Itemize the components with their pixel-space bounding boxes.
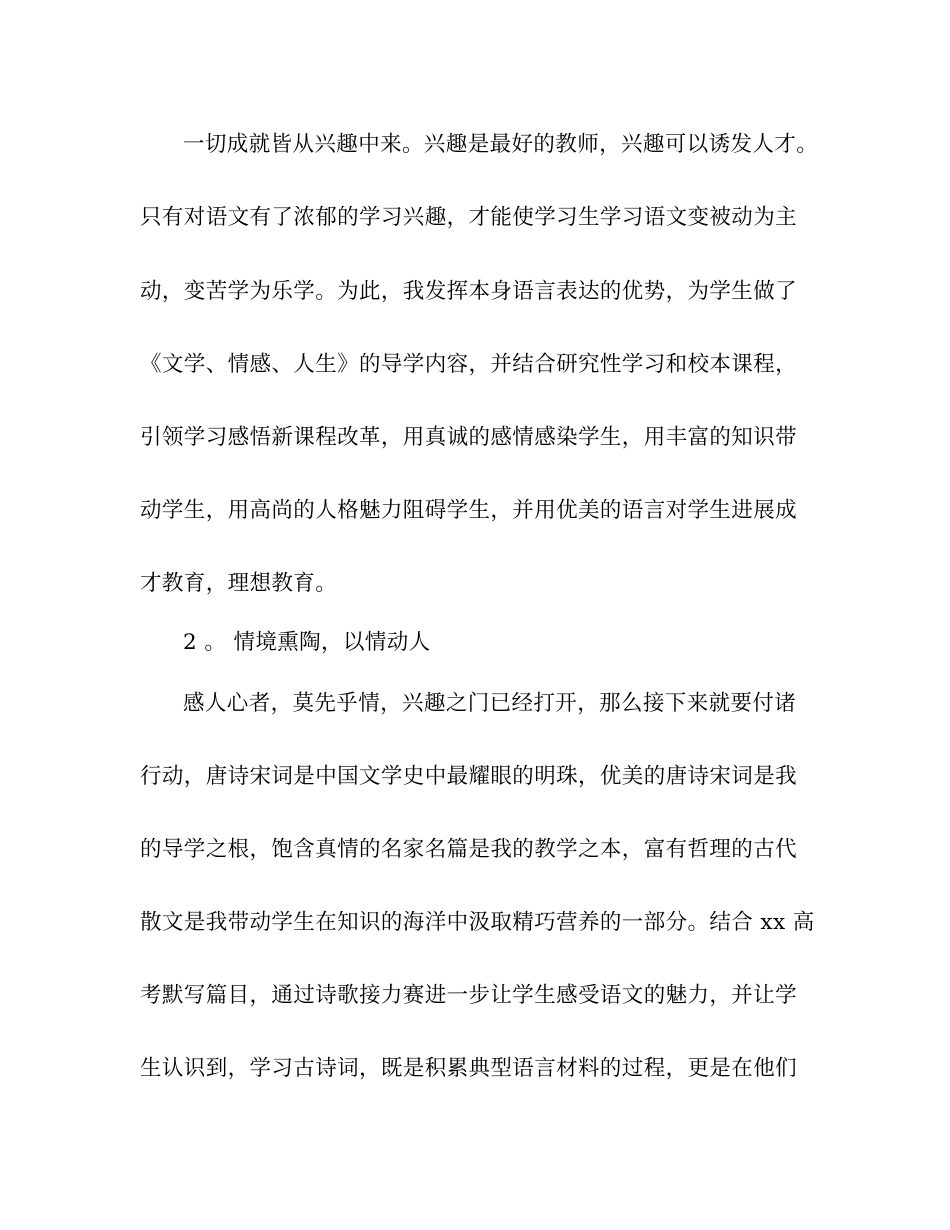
paragraph-1-line-6: 动学生，用高尚的人格魅力阻碍学生，并用优美的语言对学生进展成 [140,498,798,523]
paragraph-2-line-3: 的导学之根，饱含真情的名家名篇是我的教学之本，富有哲理的古代 [140,837,798,862]
paragraph-2-line-6: 生认识到，学习古诗词，既是积累典型语言材料的过程，更是在他们 [140,1056,798,1081]
section-heading: 2 。 情境熏陶，以情动人 [183,630,431,655]
paragraph-1-line-7: 才教育，理想教育。 [140,571,338,596]
paragraph-2-line-5: 考默写篇目，通过诗歌接力赛进一步让学生感受语文的魅力，并让学 [140,983,798,1008]
paragraph-2-line-1: 感人心者，莫先乎情，兴趣之门已经打开，那么接下来就要付诸 [183,691,797,716]
paragraph-1-line-3: 动，变苦学为乐学。为此，我发挥本身语言表达的优势，为学生做了 [140,279,798,304]
paragraph-1-line-1: 一切成就皆从兴趣中来。兴趣是最好的教师，兴趣可以诱发人才。 [183,132,819,157]
paragraph-1-line-4: 《文学、情感、人生》的导学内容，并结合研究性学习和校本课程， [140,352,798,377]
paragraph-2-line-2: 行动，唐诗宋词是中国文学史中最耀眼的明珠，优美的唐诗宋词是我 [140,764,798,789]
paragraph-2-line-4: 散文是我带动学生在知识的海洋中汲取精巧营养的一部分。结合 xx 高 [140,910,815,935]
paragraph-1-line-2: 只有对语文有了浓郁的学习兴趣，才能使学习生学习语文变被动为主 [140,205,798,230]
paragraph-1-line-5: 引领学习感悟新课程改革，用真诚的感情感染学生，用丰富的知识带 [140,425,798,450]
